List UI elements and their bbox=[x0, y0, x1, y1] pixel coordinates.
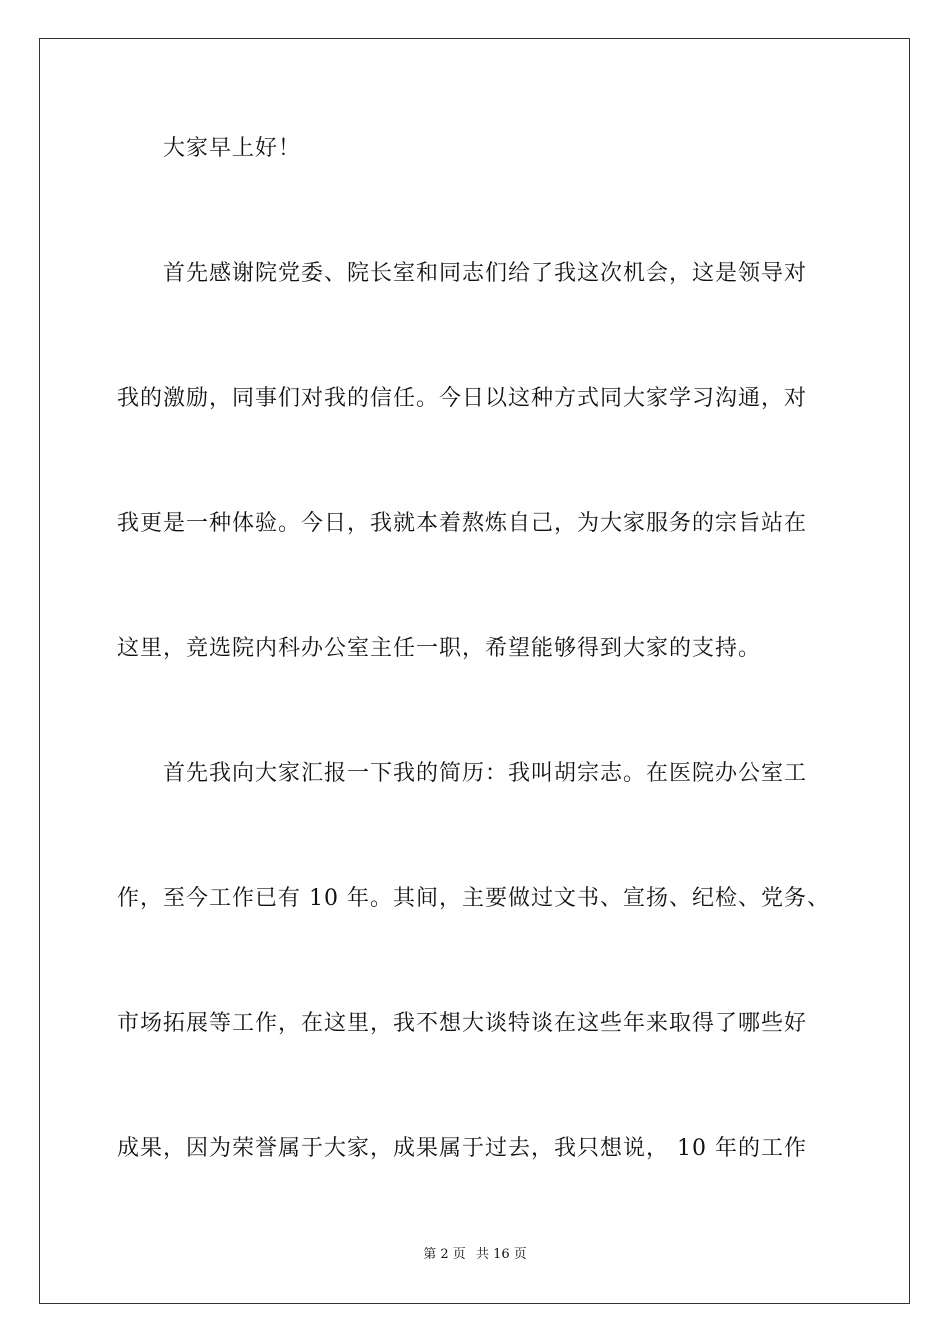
text-line-1: 首先感谢院党委、院长室和同志们给了我这次机会，这是领导对 bbox=[163, 261, 808, 286]
text-line-5: 首先我向大家汇报一下我的简历：我叫胡宗志。在医院办公室工 bbox=[163, 761, 808, 786]
text-line-2: 我的激励，同事们对我的信任。今日以这种方式同大家学习沟通，对 bbox=[117, 386, 808, 411]
text-line-8: 成果，因为荣誉属于大家，成果属于过去，我只想说， 10 年的工作 bbox=[117, 1136, 807, 1161]
total-pages: 共 16 页 bbox=[475, 1247, 527, 1262]
page-number: 第 2 页 bbox=[423, 1247, 466, 1262]
page-frame bbox=[39, 38, 910, 1304]
text-line-3: 我更是一种体验。今日，我就本着熬炼自己，为大家服务的宗旨站在 bbox=[117, 511, 808, 536]
page-footer bbox=[0, 1246, 950, 1264]
greeting-line: 大家早上好！ bbox=[163, 136, 302, 161]
text-line-7: 市场拓展等工作，在这里，我不想大谈特谈在这些年来取得了哪些好 bbox=[117, 1011, 808, 1036]
text-line-4: 这里，竞选院内科办公室主任一职，希望能够得到大家的支持。 bbox=[117, 636, 762, 661]
text-line-6: 作，至今工作已有 10 年。其间，主要做过文书、宣扬、纪检、党务、 bbox=[117, 886, 830, 911]
